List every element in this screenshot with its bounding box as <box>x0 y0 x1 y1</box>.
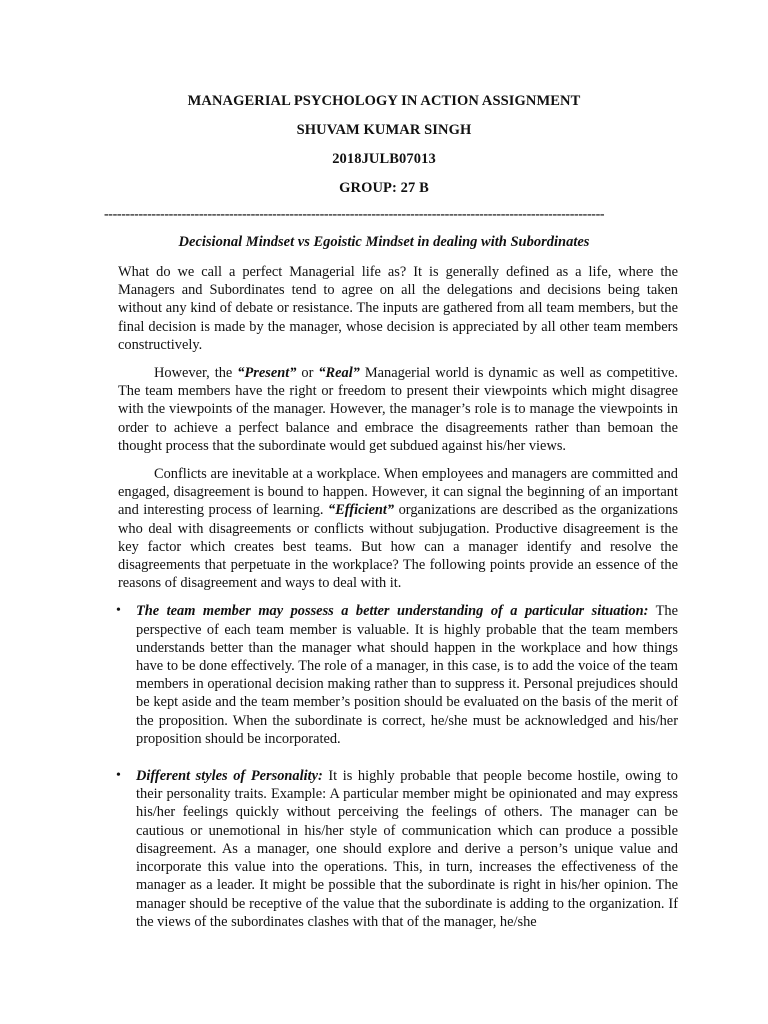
list-item <box>118 767 678 931</box>
paragraph-text: or <box>296 365 319 382</box>
essay-subtitle: Decisional Mindset vs Egoistic Mindset in dealing with Subordinates <box>178 234 590 250</box>
paragraph-text: Managerial world is dynamic as well as competitive. The team members have the right or freedom to present their viewpoints which might disagree with the viewpoints of the manager. However, the manager’s role is to manage the viewpoints in order to achieve a perfect balance and embrace the disagreements rather than bemoan the thought process that the subordinate would get subdued against his/her views. <box>118 365 679 454</box>
list-item-text: The perspective of each team member is valuable. It is highly probable that the team members understands better than the manager what should happen in the workplace and how things have to be done effectively. The role of a manager, in this case, is to add the voice of the team members in operational decision making rather than to suppress it. Personal prejudices should be kept aside and the team member’s position should be evaluated on the basis of the merit of the proposition. When the subordinate is correct, he/she must be acknowledged and his/her proposition should be incorporated. <box>136 603 678 747</box>
assignment-title: MANAGERIAL PSYCHOLOGY IN ACTION ASSIGNMENT <box>187 93 581 109</box>
essay-body <box>118 263 678 950</box>
list-item-text: It is highly probable that people become hostile, owing to their personality traits. Example: A particular member might be opinionated and may express his/her feelings quickly without perceiving the feelings of others. The manager can be cautious or unemotional in his/her style of communication which can produce a possible disagreement. As a manager, one should explore and derive a person’s unique value and incorporate this value into the operations. This, in turn, increases the effectiveness of the manager as a leader. It might be possible that the subordinate is right in his/her opinion. The manager should be receptive of the value that the subordinate is adding to the organization. If the views of the subordinates clashes with that of the manager, he/she <box>136 768 678 930</box>
reasons-list <box>118 602 678 930</box>
emphasis-real: “Real” <box>318 365 360 382</box>
paragraph-present-world <box>118 364 678 455</box>
paragraph-intro: What do we call a perfect Managerial life as? It is generally defined as a life, where the Managers and Subordinates tend to agree on all the delegations and decisions being taken without any kind of debate or resistance. The inputs are gathered from all team members, but the final decision is made by the manager, whose decision is appreciated by all other team members constructively. <box>118 264 678 353</box>
bullet-icon: • <box>116 603 121 619</box>
paragraph-text: organizations are described as the organizations who deal with disagreements or conflicts without subjugation. Productive disagreement is the key factor which creates best teams. But how can a manager identify and resolve the disagreements that perpetuate in the workplace? The following points provide an essence of the reasons of disagreement and ways to deal with it. <box>118 502 678 592</box>
emphasis-efficient: “Efficient” <box>328 502 395 519</box>
list-item <box>118 602 678 748</box>
list-item-lead: Different styles of Personality: <box>136 768 323 785</box>
author-name: SHUVAM KUMAR SINGH <box>296 122 472 138</box>
student-id: 2018JULB07013 <box>332 151 436 167</box>
list-item-lead: The team member may possess a better understanding of a particular situation: <box>136 603 649 620</box>
section-divider: -------------------------------------------------------------------------------------------------------------------- <box>104 207 605 222</box>
paragraph-text: Conflicts are inevitable at a workplace. When employees and managers are committed and engaged, disagreement is bound to happen. However, it can signal the beginning of an important and interesting process of learning. <box>118 466 678 519</box>
paragraph-text: However, the <box>154 365 238 382</box>
emphasis-present: “Present” <box>237 365 297 382</box>
bullet-icon: • <box>116 768 121 784</box>
paragraph-conflicts <box>118 465 678 592</box>
group-label: GROUP: 27 B <box>339 180 429 196</box>
